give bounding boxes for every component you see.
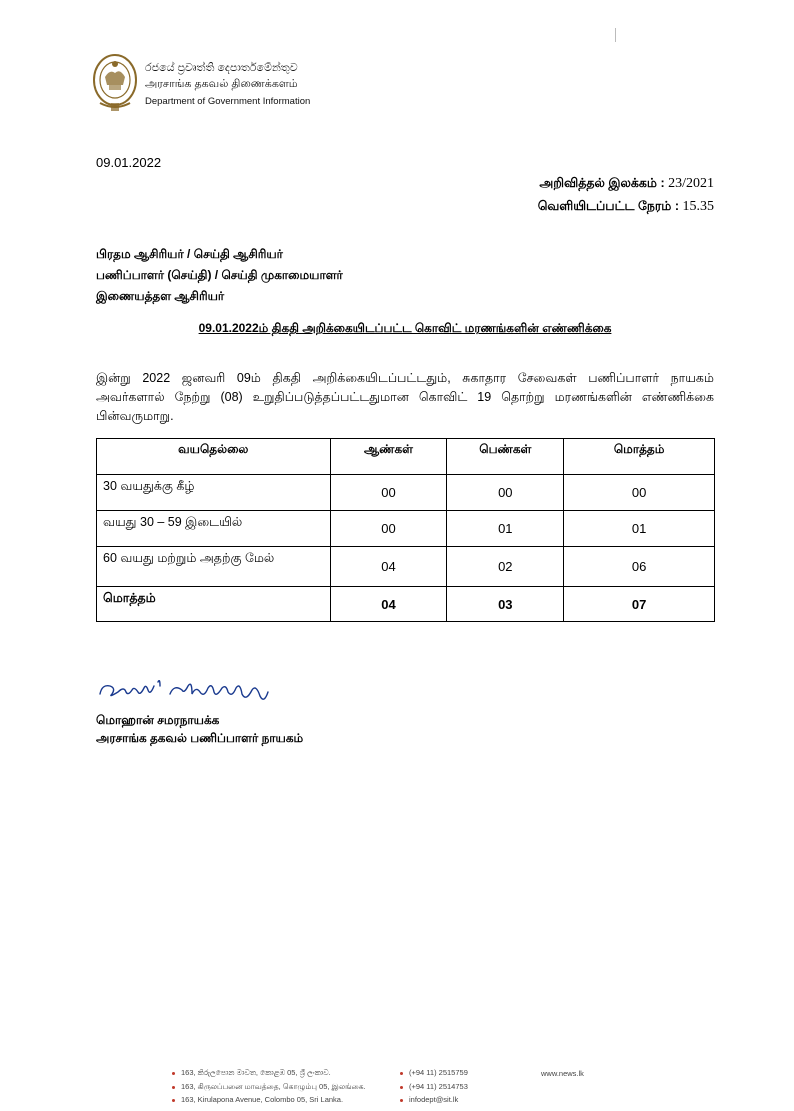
table-row — [97, 475, 715, 511]
document-heading: 09.01.2022ம் திகதி அறிக்கையிடப்பட்ட கொவிட் மரணங்களின் எண்ணிக்கை — [198, 321, 612, 335]
signer-title: அரசாங்க தகவல் பணிப்பாளர் நாயகம் — [96, 731, 304, 745]
age-range-cell: 60 வயது மற்றும் அதற்கு மேல் — [97, 547, 331, 587]
handwritten-signature — [96, 672, 276, 712]
total-cell: 01 — [564, 511, 715, 547]
notice-number-value: 23/2021 — [668, 176, 714, 191]
female-cell: 00 — [447, 475, 564, 511]
total-male-cell: 04 — [330, 587, 447, 622]
footer-fax: (+94 11) 2514753 — [400, 1082, 468, 1091]
signer-name: மொஹான் சமரநாயக்க — [96, 713, 220, 727]
total-female-cell: 03 — [447, 587, 564, 622]
footer-address-tamil: 163, கிருலப்பனை மாவத்தை, கொழும்பு 05, இலங்கை. — [172, 1082, 366, 1092]
notice-number-label: அறிவித்தல் இலக்கம் — [539, 176, 657, 190]
table-row — [97, 511, 715, 547]
male-cell: 00 — [330, 475, 447, 511]
total-label-cell: மொத்தம் — [97, 587, 331, 622]
female-cell: 01 — [447, 511, 564, 547]
male-cell: 00 — [330, 511, 447, 547]
total-cell: 00 — [564, 475, 715, 511]
bullet-icon — [172, 1072, 175, 1075]
header-age-range: வயதெல்லை — [97, 439, 331, 475]
header-male: ஆண்கள் — [330, 439, 447, 475]
org-name-sinhala: රජයේ ප්‍රවෘත්ති දෙපාර්තමේන්තුව — [145, 62, 298, 74]
female-cell: 02 — [447, 547, 564, 587]
government-emblem-icon — [92, 53, 138, 113]
age-range-cell: 30 வயதுக்கு கீழ் — [97, 475, 331, 511]
male-cell: 04 — [330, 547, 447, 587]
covid-deaths-table — [96, 438, 715, 622]
recipient-line: பணிப்பாளர் (செய்தி) / செய்தி முகாமையாளர் — [96, 268, 343, 282]
total-cell: 06 — [564, 547, 715, 587]
header-total: மொத்தம் — [564, 439, 715, 475]
age-range-cell: வயது 30 – 59 இடையில் — [97, 511, 331, 547]
bullet-icon — [172, 1086, 175, 1089]
document-date: 09.01.2022 — [96, 155, 162, 170]
scan-mark — [615, 28, 616, 42]
table-row — [97, 547, 715, 587]
org-name-english: Department of Government Information — [145, 96, 311, 107]
recipient-line: பிரதம ஆசிரியர் / செய்தி ஆசிரியர் — [96, 247, 283, 261]
recipient-line: இணையத்தள ஆசிரியர் — [96, 289, 225, 303]
notice-time-value: 15.35 — [682, 199, 714, 214]
org-name-tamil: அரசாங்க தகவல் திணைக்களம் — [145, 78, 298, 90]
footer-address-sinhala: 163, කිරුලපොන මාවත, කොළඹ 05, ශ්‍රී ලංකාව. — [172, 1068, 331, 1078]
header-female: பெண்கள் — [447, 439, 564, 475]
body-paragraph: இன்று 2022 ஜனவரி 09ம் திகதி அறிக்கையிடப்பட்டதும், சுகாதார சேவைகள் பணிப்பாளர் நாயகம் அவர்களால் நேற்று (08) உறுதிப்படுத்தப்பட்டதுமான கொவிட் 19 தொற்று மரணங்களின் எண்ணிக்கை பின்வருமாறு. — [96, 371, 714, 423]
footer-telephone: (+94 11) 2515759 — [400, 1068, 468, 1077]
signer-block — [96, 711, 303, 747]
grand-total-cell: 07 — [564, 587, 715, 622]
footer-website: www.news.lk — [541, 1069, 584, 1078]
recipients-block — [96, 244, 343, 307]
phone-icon — [400, 1072, 403, 1075]
email-icon — [400, 1099, 403, 1102]
notice-time-label: வெளியிடப்பட்ட நேரம் — [537, 199, 672, 213]
footer-email: infodept@sit.lk — [400, 1095, 458, 1104]
fax-icon — [400, 1086, 403, 1089]
notice-number-row: அறிவித்தல் இலக்கம் : 23/2021 — [539, 176, 714, 191]
table-header-row — [97, 439, 715, 475]
notice-info — [538, 172, 714, 218]
bullet-icon — [172, 1099, 175, 1102]
footer-address-english: 163, Kirulapona Avenue, Colombo 05, Sri Lanka. — [172, 1095, 343, 1104]
table-total-row — [97, 587, 715, 622]
notice-time-row: வெளியிடப்பட்ட நேரம் : 15.35 — [537, 199, 714, 214]
